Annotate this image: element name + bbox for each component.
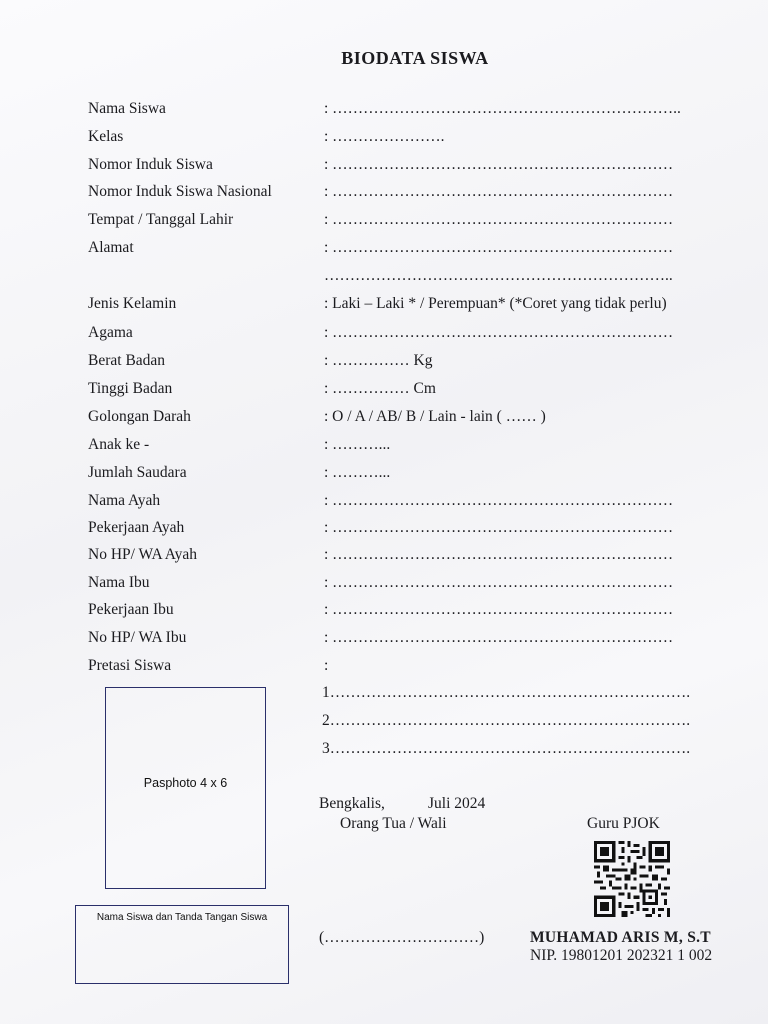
field-label: No HP/ WA Ayah (88, 546, 197, 563)
field-label: Nomor Induk Siswa Nasional (88, 183, 272, 200)
prestasi-item: 1……………………………………………………………. (322, 684, 691, 701)
field-value: : ………………………………………………………… (324, 324, 674, 341)
signature-box (75, 905, 289, 984)
qr-code-icon (593, 841, 671, 917)
field-label: Jumlah Saudara (88, 464, 187, 481)
field-value: : ………………………………………………………….. (324, 100, 681, 117)
field-label: Nama Siswa (88, 100, 166, 117)
photo-box-label: Pasphoto 4 x 6 (143, 776, 228, 790)
teacher-title: Guru PJOK (587, 815, 660, 832)
field-value: : …………… Cm (324, 380, 436, 397)
field-value: : ………………………………………………………… (324, 601, 674, 618)
field-label: Kelas (88, 128, 124, 145)
field-value: : ………………………………………………………… (324, 629, 674, 646)
parent-name-line: (…………………………) (319, 929, 485, 946)
teacher-name: MUHAMAD ARIS M, S.T (530, 929, 711, 946)
field-value: ………………………………………………………….. (324, 267, 673, 284)
field-label: Pretasi Siswa (88, 657, 172, 674)
field-value: : …………… Kg (324, 352, 433, 369)
field-value: : ………………………………………………………… (324, 546, 674, 563)
field-label: Jenis Kelamin (88, 295, 177, 312)
field-label: Agama (88, 324, 133, 341)
field-label: Alamat (88, 239, 134, 256)
field-label: Tempat / Tanggal Lahir (88, 211, 234, 228)
document-title: BIODATA SISWA (341, 48, 489, 68)
date-text: Juli 2024 (428, 795, 486, 812)
field-label: Golongan Darah (88, 408, 191, 425)
field-value: : ………………………………………………………… (324, 519, 674, 536)
field-label: No HP/ WA Ibu (88, 629, 187, 646)
field-label: Pekerjaan Ibu (88, 601, 174, 618)
signature-box-label: Nama Siswa dan Tanda Tangan Siswa (96, 912, 268, 923)
photo-box (105, 687, 266, 889)
field-label: Pekerjaan Ayah (88, 519, 185, 536)
field-value: : …………………. (324, 128, 445, 145)
prestasi-item: 2……………………………………………………………. (322, 712, 691, 729)
parent-title: Orang Tua / Wali (340, 815, 447, 832)
field-value: : ………………………………………………………… (324, 183, 674, 200)
field-value: : ………………………………………………………… (324, 211, 674, 228)
prestasi-item: 3……………………………………………………………. (322, 740, 691, 757)
teacher-nip: NIP. 19801201 202321 1 002 (530, 947, 713, 964)
field-value: : ………... (324, 464, 391, 481)
field-label: Nomor Induk Siswa (88, 156, 213, 173)
field-value: : ………... (324, 436, 391, 453)
field-value: : O / A / AB/ B / Lain - lain ( …… ) (324, 408, 546, 425)
field-value: : ………………………………………………………… (324, 574, 674, 591)
field-label: Tinggi Badan (88, 380, 173, 397)
field-label: Berat Badan (88, 352, 166, 369)
field-value: : ………………………………………………………… (324, 239, 674, 256)
field-value: : Laki – Laki * / Perempuan* (*Coret yang tidak perlu) (324, 295, 667, 312)
field-value: : ………………………………………………………… (324, 156, 674, 173)
field-value: : ………………………………………………………… (324, 492, 674, 509)
field-label: Nama Ayah (88, 492, 161, 509)
field-label: Nama Ibu (88, 574, 150, 591)
place-text: Bengkalis, (319, 795, 385, 812)
field-value: : (324, 657, 329, 674)
field-label: Anak ke - (88, 436, 150, 453)
